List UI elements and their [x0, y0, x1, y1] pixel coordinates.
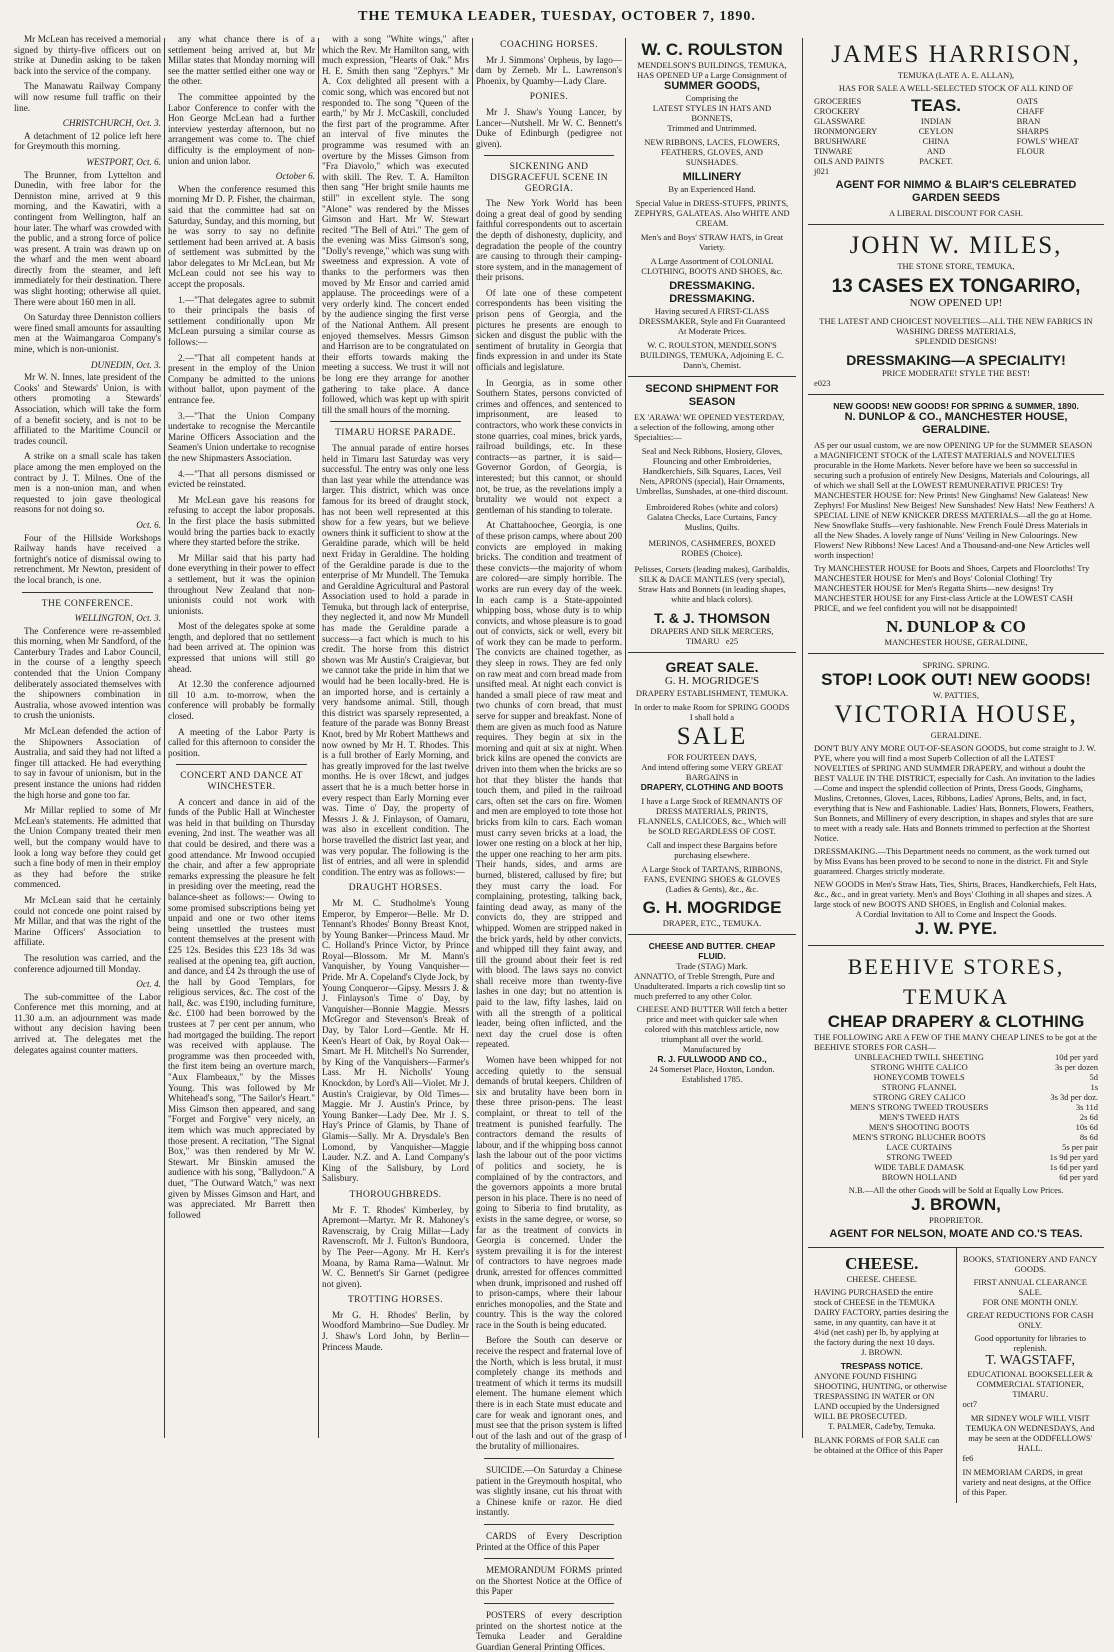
entries-list: Mr M. C. Studholme's Young Emperor, by Emperor—Belle. Mr D. Tennant's Rhodes' Bonny Breast Knot, by Young Banker—Princess Maud. Mr C. Holland's Prince Victor, by Prince Royal—Blossom. Mr M. Mann's Vanquisher, by Young Vanquisher—Pride. Mr A. Copeland's Clyde Jock, by Young Conqueror—Gipsy. Messrs J. & J. Finlayson's Time o' Day, by Vanquisher—Bonnie Maggie. Messrs McGregor and Stevenson's Break of Day, by Talor Lord—Gentle. Mr H. Keen's Heart of Oak, by Royal Oak—Smart. Mr H. Mitchell's No Surrender, by King of the Vanquishers—Farmer's Lass. Mr H. Nicholls' Young Knockdon, by Lord's All—Violet. Mr J. Austin's Craigievar, by Old Times—Maggie. Mr J. Austin's Prince, by Young Banker—Lady Dee. Mr J. S. Hay's Prince of Glamis, by Thane of Glamis—Sally. Mr A. Drysdale's Ben Lomond, by Vanquisher—Maggie Lauder. N.Z. and A. Land Company's King of the Sallsbury, by Lord Salisbury. [322, 897, 469, 1184]
ad-text: NEW RIBBONS, LACES, FLOWERS, FEATHERS, GLOVES, AND SUNSHADES. [644, 137, 780, 167]
news-paragraph: any what chance there is of a settlement being arrived at, but Mr Millar states that Monday morning will see the matter settled either one way or the other. [168, 34, 315, 87]
news-paragraph: 4.—"That all persons dismissed or evicted be reinstated. [168, 468, 315, 490]
ad-text: AS per our usual custom, we are now OPENING UP for the SUMMER SEASON a MAGNIFICENT STOCK of the LATEST MATERIALS and NOVELTIES procurable in the Home Markets. Never before have we been so successful in securing such a profusion of entirely New Designs, Materials and Colourings, all of which we shall Sell at the LOWEST REMUNERATIVE PRICES! Try MANCHESTER HOUSE for: New Prints! New Ginghams! New Galateas! New Zephyrs! For Muslins! New Beiges! New Sunshades! New Hats! New Feathers! A SPECIAL LINE of NEW KNICKER DRESS MATERIALS—all the go at Home. New Snowflake Stuffs—very fashionable. New French Foulé Dress Materials in all the New Shades. A lovely range of Nuns' Veiling in New Colourings. New Flowers! New Ribbons! New Laces! And a Thousand-and-one New Articles well worth inspection! [814, 440, 1095, 560]
price-item: MEN'S SHOOTING BOOTS [868, 1122, 970, 1132]
ad-text: HAS OPENED UP a Large Consignment of [637, 70, 787, 80]
ad-subtitle: MENDELSON'S BUILDINGS, TEMUKA, [637, 60, 787, 70]
dateline: October 6. [275, 171, 315, 182]
ad-text: SPRING. SPRING. [922, 660, 990, 670]
miles-ad [808, 225, 1104, 395]
goods-item: CROCKERY [814, 106, 860, 116]
ad-signature: T. PALMER, Cade'by, Temuka. [828, 1421, 936, 1431]
thomson-ad [628, 377, 796, 653]
news-paragraph: Mr Millar said that his party had done everything in their power to effect a settlement, but it was the opinion throughout New Zealand that non-unionists could not work with unionists. [168, 552, 315, 616]
ad-text: AGENT FOR NELSON, MOATE AND CO.'S TEAS. [829, 1228, 1083, 1240]
goods-item: SHARPS [1016, 126, 1049, 136]
price-value: 1s 6d per yard [1049, 1162, 1098, 1172]
divider [484, 155, 614, 156]
news-paragraph: 1.—"That delegates agree to submit to their principals the basis of settlement conditionally upon Mr McLean pursuing a similar course as follows:— [168, 294, 315, 348]
ad-text: Men's and Boys' STRAW HATS, in Great Variety. [640, 232, 784, 252]
mogridge-ad [628, 653, 796, 935]
ad-text: TEAS. [910, 96, 962, 115]
news-paragraph: Mr McLean said that he certainly could not concede one point raised by Mr Millar, and that was the right of the Marine Officers' Association to affiliate. [14, 894, 161, 948]
goods-item: BRUSHWARE [814, 136, 867, 146]
price-item: MEN'S STRONG TWEED TROUSERS [850, 1102, 989, 1112]
ad-signature: J. W. PYE. [914, 919, 998, 938]
cheese-ad [808, 1248, 957, 1503]
dateline: DUNEDIN, Oct. 3. [90, 359, 161, 370]
goods-item: CHINA [922, 136, 950, 146]
goods-item: FLOUR [1016, 146, 1045, 156]
ad-signature: T. & J. THOMSON [654, 610, 770, 626]
price-value: 2s 6d [1079, 1112, 1098, 1122]
column-rule [318, 38, 319, 1438]
ad-text: I have a Large Stock of REMNANTS OF DRESS MATERIALS, PRINTS, FLANNELS, CALICOES, &c., Which will be SOLD REGARDLESS OF COST. [637, 796, 787, 836]
news-paragraph: Mr McLean has received a memorial signed by thirty-five officers out on strike at Dunedin asking to be taken back into the service of the company. [14, 34, 161, 76]
ad-text: Having secured A FIRST-CLASS DRESSMAKER, Style and Fit Guaranteed At Moderate Prices. [638, 306, 786, 336]
ad-text: DRAPERS AND SILK MERCERS, [650, 626, 774, 636]
ad-text: AGENT FOR NIMMO & BLAIR'S CELEBRATED GARDEN SEEDS [835, 179, 1077, 204]
news-paragraph: Of late one of these competent correspondents has been visiting the prison pens of Georgia, and the pictures he presents are enough to sicken and disgust the public with the sentiment of brutality in Georgia that finds expression in and under its State officials and legislature. [476, 287, 622, 373]
ad-text: Embroidered Robes (white and colors) Galatea Checks, Lace Curtains, Fancy Muslins, Quilts. [646, 502, 778, 532]
ad-text: ANNATTO, of Treble Strength, Pure and Unadulterated. Imparts a rich cowslip tint so much preferred to any other Color. [634, 971, 786, 1001]
news-paragraph: SUICIDE.—On Saturday a Chinese patient in the Greymouth hospital, who was slightly insane, cut his throat with a Chinese knife or razor. He died instantly. [476, 1465, 622, 1518]
subheading: COACHING HORSES. [500, 40, 598, 50]
price-value: 5d [1089, 1072, 1098, 1082]
price-item: STRONG WHITE CALICO [870, 1062, 968, 1072]
price-value: 6d per yard [1059, 1172, 1098, 1182]
notice: POSTERS of every description printed on the shortest notice at the Temuka Leader and Geraldine Guardian General Printing Offices. [476, 1609, 622, 1652]
ad-code: oct7 [962, 1399, 978, 1409]
dunlop-ad [808, 395, 1104, 654]
goods-left [814, 96, 895, 166]
ad-text: NOW OPENED UP! [909, 297, 1003, 309]
roulston-ad [628, 34, 796, 377]
ad-text: DRESSMAKING. DRESSMAKING. [669, 280, 755, 305]
subheading: PONIES. [529, 92, 569, 103]
ad-title: STOP! LOOK OUT! NEW GOODS! [821, 670, 1091, 689]
ad-title: GREAT SALE. [665, 659, 759, 675]
bottom-ads [808, 1248, 1104, 1503]
ad-text: Trimmed and Untrimmed. [667, 123, 757, 133]
ad-text: FOR FOURTEEN DAYS, [667, 752, 757, 762]
ad-text: MR SIDNEY WOLF WILL VISIT TEMUKA ON WEDNESDAYS, And may be seen at the ODDFELLOWS' HALL. [966, 1413, 1095, 1453]
news-paragraph: At 12.30 the conference adjourned till 10 a.m. to-morrow, when the conference will probably be formally closed. [168, 679, 315, 722]
ad-subtitle: CHEAP DRAPERY & CLOTHING [827, 1012, 1085, 1031]
ad-text: Special Value in DRESS-STUFFS, PRINTS, ZEPHYRS, GALATEAS. Also WHITE AND CREAM. [634, 198, 790, 228]
ad-text: MANCHESTER HOUSE, GERALDINE, [884, 637, 1028, 647]
ad-text: DRESSMAKING.—This Department needs no comment, as the work turned out by Miss Evans has been proved to be second to none in the district. Fit and Style guaranteed. Charges strictly moderate. [814, 846, 1090, 876]
ad-text: DRESSMAKING—A SPECIALITY! [846, 352, 1066, 368]
ad-subtitle: N. DUNLOP & CO., MANCHESTER HOUSE, GERALDINE. [844, 411, 1068, 436]
ad-text: DRAPER, ETC., TEMUKA. [662, 918, 762, 928]
price-row [814, 1162, 1098, 1172]
ad-text: W. PATTIES, [933, 690, 979, 700]
divider [484, 1524, 614, 1525]
column-rule [802, 38, 803, 1438]
ad-text: A Large Assortment of COLONIAL CLOTHING, BOOTS AND SHOES, &c. [641, 256, 783, 276]
ad-subtitle: TEMUKA (LATE A. E. ALLAN), [897, 70, 1015, 80]
harrison-goods [814, 96, 1098, 166]
news-paragraph: On Saturday three Denniston colliers were fined small amounts for assaulting men at the Waimangaroa Company's mine, which is non-unionist. [14, 312, 161, 355]
ad-code: e25 [725, 636, 739, 646]
pye-ad [808, 654, 1104, 946]
news-paragraph: Mr W. N. Innes, late president of the Cooks' and Stewards' Union, is with others promoting a Stewards' Association, which will take the form of a benefit society, and is not to be affiliated to the Maritime Council or trades council. [14, 372, 161, 446]
ad-signature: J. BROWN, [911, 1195, 1001, 1214]
news-paragraph: Before the South can deserve or receive the respect and fraternal love of the North, which is less brutal, it must completely change its methods and treatment of which it terms its mudsill element. The humane element which there is in each State must educate and care for weak and ignorant ones, and must see that the prison system is lifted out of the lash and out of the grasp of the brutality of millionaires. [476, 1335, 622, 1452]
ad-text: PRICE MODERATE! STYLE THE BEST! [881, 368, 1031, 378]
entries-list: Mr F. T. Rhodes' Kimberley, by Apremont—Martyr. Mr R. Mahoney's Ravenscraig, by Craig Millar—Lady Ravenscroft. Mr J. Fulton's Bundoora, by The Peer—Agony. Mr H. Kerr's Moana, by Rama Rama—Walnut. Mr W. C. Bennett's Sir Garnet (pedigree not given). [322, 1204, 469, 1289]
ad-text: HAS FOR SALE A WELL-SELECTED STOCK OF ALL KIND OF [838, 83, 1074, 93]
goods-item: GLASSWARE [814, 116, 866, 126]
ad-text: In order to make Room for SPRING GOODS I shall hold a [634, 702, 790, 722]
price-value: 8s 6d [1079, 1132, 1098, 1142]
ad-title: W. C. ROULSTON [641, 40, 783, 59]
ad-text: EX 'ARAWA' WE OPENED YESTERDAY, a selection of the following, among other Specialties:— [634, 412, 785, 442]
goods-item: FOWLS' WHEAT [1016, 136, 1079, 146]
entries-list: Mr J. Simmons' Orpheus, by Iago—dam by Zerneb. Mr L. Lawrenson's Phoenix, by Quamby—Lady Clare. [476, 54, 622, 86]
news-paragraph: The Conference were re-assembled this morning, when Mr Sandford, of the Canterbury Trades and Labor Council, in the course of a lengthy speech contended that the Union Company deliberately associated themselves with the shipowners combination in Australia, whose avowed intention was to crush the unionists. [14, 625, 161, 721]
divider [484, 1603, 614, 1604]
price-value: 5s per pair [1062, 1142, 1098, 1152]
ad-text: DRAPERY, CLOTHING AND BOOTS [640, 782, 784, 792]
price-row [814, 1102, 1098, 1112]
news-paragraph: Mr McLean gave his reasons for refusing to accept the labor proposals. In the first place the basis submitted would bring the parties back to exactly where they started before the strike. [168, 494, 315, 548]
column-1 [14, 34, 161, 1434]
ad-signature: T. WAGSTAFF, [985, 1353, 1075, 1368]
subheading: TROTTING HORSES. [347, 1295, 444, 1306]
ad-code: fe6 [962, 1453, 974, 1463]
column-6-ads [808, 34, 1104, 1497]
subheading: THOROUGHBREDS. [349, 1189, 442, 1200]
ad-subtitle: THE STONE STORE, TEMUKA, [897, 261, 1015, 271]
ad-text: Call and inspect these Bargains before purchasing elsewhere. [646, 840, 778, 860]
ad-text: FOR ONE MONTH ONLY. [982, 1297, 1078, 1307]
teas-block [895, 96, 976, 166]
ad-signature: J. BROWN. [861, 1347, 903, 1357]
news-paragraph: A strike on a small scale has taken place among the men employed on the contract by J. T. Milnes. One of the men is a non-union man, and when requested to join gave theological reasons for not doing so. [14, 451, 161, 515]
ad-text: BLANK FORMS of FOR SALE can be obtained at the Office of this Paper [814, 1435, 943, 1455]
ad-signature: W. C. ROULSTON, MENDELSON'S BUILDINGS, TEMUKA, Adjoining E. C. Dann's, Chemist. [640, 340, 784, 370]
ad-text: A LIBERAL DISCOUNT FOR CASH. [889, 208, 1023, 218]
news-paragraph: Women have been whipped for not acceding quietly to the sensual demands of brutal keepers. Children of six and brutality have been born in these three prison-pens. The least complaint, or threat to tell of the treatment is punished fearfully. The contractors demand the results of labour, and if the whipping boss cannot lash the labour out of the poor victims of politics and society, he is complained of by the contractors, and the governors appoints a more brutal person in his place. There is no need of going to Siberia to find brutality, as exists in the same degree, or worse, so far as the treatment of convicts in Georgia is concerned. Under the system prevailing it is for the interest of contractors to have negroes made drunk, arrested for offences committed when drunk, imprisoned and rushed off to prison-camps, where their labour enriches monopolies, and the State and country. This is the way the colored race in the South is being educated. [476, 1055, 622, 1330]
price-value: 3s 3d per doz. [1050, 1092, 1098, 1102]
goods-item: OILS AND PAINTS [814, 156, 885, 166]
goods-item: INDIAN [920, 116, 952, 126]
entries-list: Mr G. H. Rhodes' Berlin, by Woodford Mambrino—Sue Dudley. Mr J. Shaw's Lord John, by Berlin—Princess Maude. [322, 1309, 469, 1352]
news-paragraph: Mr Millar replied to some of Mr McLean's statements. He admitted that the Union Company treated their men well, but the company would have to look a long way before they could get such a fine body of men in their employ as they had before the strike commenced. [14, 805, 161, 890]
goods-item: PACKET. [919, 156, 953, 166]
news-paragraph: The committee appointed by the Labor Conference to confer with the Hon George McLean had a further interview yesterday afternoon, but no arrangement was come to. The chief difficulty is the employment of non-union and union labor. [168, 91, 315, 166]
news-paragraph: A concert and dance in aid of the funds of the Public Hall at Winchester was held in that building on Thursday evening, 2nd inst. The weather was all that could be desired, and there was a good attendance. Mr Inwood occupied the chair, and after a few appropriate remarks expressing the pleasure he felt in presiding over the meeting, read the balance-sheet as follows:— Owing to some promised subscriptions being yet unpaid and one or two other items being unsettled the trustees must content themselves at the present with £25 12s. Besides this £23 18s 3d was realised at the opening tea, gift auction, and dance, and £4 2s through the use of the hall by Good Templars, for religious services, &c. The cost of the hall, &c. was £190, including furniture, &c. £100 had been borrowed by the trustees at 7 per cent per annum, who had mortgaged the building. The report was received with applause. The programme was then proceeded with, the first item being an overture march, "Aux Flambeaux," by the Misses Young. This was followed by Mr Whitehead's song, "The Sailor's Heart." Miss Gimson then appeared, and sang "Forget and Forgive" very nicely, an item which was much appreciated by those present. A recitation, "The Signal Box," was then rendered by Mr W. Stewart. Mr Binskin amused the audience with his song, "Ballydoon." A duet, "The Outward Watch," was next given by Misses Gimson and Hart, and was appreciated. Mr Barrett then followed [168, 796, 315, 1220]
news-paragraph: Most of the delegates spoke at some length, and deplored that no settlement had been arrived at. The opinion was expressed that unions will still go ahead. [168, 621, 315, 674]
ad-text: PROPRIETOR. [929, 1215, 983, 1225]
ad-subtitle: VICTORIA HOUSE, [834, 701, 1078, 728]
news-paragraph: with a song "White wings," after which the Rev. Mr Hamilton sang, with much expression, "Hearts of Oak." Mrs H. E. Smith then sang "Zephyrs." Mr A. Cox delighted all present with a comic song, which was encored but not responded to. The song "Queen of the earth," by Mr J. McCaskill, concluded the first part of the programme. After an interval of five minutes the programme was resumed with an overture by the Misses Gimson from "Fra Diavolo," which was executed with skill. The Rev. T. A. Hamilton then sang "Her bright smile haunts me still" in excellent style. The song "Alone" was rendered by the Misses Gimson and Hart. Mr W. Stewart recited "The Bell of Atri." The gem of the evening was Miss Gimson's song, "Dolly's revenge," which was sung with sweetness and expression. A vote of thanks to the performers was then moved by Mr Ensor and carried amid applause. The proceedings were of a very orderly kind. The concert ended by the audience singing the first verse of the National Anthem. All present enjoyed themselves. Messrs Gimson and Harrison are to be congratulated on their efforts towards making the meeting a success. We trust it will not be long ere they arrange for another gathering to take place. A dance followed, which was kept up with spirit till the small hours of the morning. [322, 34, 469, 415]
price-item: BROWN HOLLAND [881, 1172, 957, 1182]
column-rule [164, 38, 165, 1438]
news-paragraph: The Manawatu Railway Company will now resume full traffic on their line. [14, 81, 161, 113]
news-paragraph: The annual parade of entire horses held in Timaru last Saturday was very successful. The entry was only one less than last year while the attendance was larger. This district, which was once famous for its breed of draught stock, has not been well represented at this show for a few years, but we believe owners think it sufficient to show at the Geraldine parade, which will be held next Friday in Geraldine. The holding of the Geraldine parade is due to the enterprise of Mr Mundell. The Temuka and Geraldine Agricultural and Pastoral Association used to hold a parade in Temuka, but through lack of enterprise, they neglected it, and now Mr Mundell has made the Geraldine parade a success—a fact which is much to his credit. The horse from this district shown was Mr Austin's Craigievar, but we cannot take the pride in him that we would had he been locally-bred. He is an imported horse, and is certainly a very handsome animal. Still, though this district was sparsely represented, a feature of the parade was Bonny Breast Knot, bred by Mr Robert Matthews and now owned by Mr H. T. Rhodes. This is a full brother of Early Morning, and has greatly improved for the last twelve months. He is over 18cwt, and judges assert that he is a much better horse in every respect than Early Morning ever was. Time o' Day, the property of Messrs J. & J. Finlayson, of Oamaru, was also in excellent condition. The horse travelled the district last year, and was very popular. The following is the list of entries, and all were in splendid condition. The entry was as follows:— [322, 442, 469, 877]
beehive-ad [808, 946, 1104, 1248]
ad-text: LATEST STYLES IN HATS AND BONNETS, [652, 103, 772, 123]
ad-text: A Cordial Invitation to All to Come and Inspect the Goods. [855, 909, 1057, 919]
price-row [814, 1062, 1098, 1072]
dateline: WELLINGTON, Oct. 3. [74, 613, 161, 624]
goods-item: CEYLON [918, 126, 954, 136]
goods-item: TINWARE [814, 146, 853, 156]
ad-text: Trade (STAG) Mark. [676, 961, 748, 971]
column-2 [168, 34, 315, 1434]
price-row [814, 1172, 1098, 1182]
divider [484, 1558, 614, 1559]
price-item: HONEYCOMB TOWELS [873, 1072, 965, 1082]
price-value: 3s per dozen [1055, 1062, 1098, 1072]
ad-text: A Large Stock of TARTANS, RIBBONS, FANS, EVENING SHOES & GLOVES (Ladies & Gents), &c., &c. [641, 864, 783, 894]
price-row [814, 1152, 1098, 1162]
dateline: CHRISTCHURCH, Oct. 3. [62, 118, 161, 129]
section-heading: CONCERT AND DANCE AT WINCHESTER. [180, 771, 303, 792]
ad-text: ANYONE FOUND FISHING SHOOTING, HUNTING, or otherwise TRESPASSING IN WATER or ON LAND occupied by the Undersigned WILL BE PROSECUTED. [814, 1371, 947, 1421]
news-paragraph: The Brunner, from Lyttelton and Dunedin, with free labor for the Denniston mine, arrived at 9 this morning, and the Kawatiri, with a contingent from Wellington, half an hour later. The wharf was crowded with the public, and a strong force of police was present. A train was drawn up on the wharf and the men went aboard directly from the steamer, and left immediately for their destination. There was slight hooting; otherwise all quiet. There were about 160 men in all. [14, 169, 161, 307]
ad-text: THE FOLLOWING ARE A FEW OF THE MANY CHEAP LINES to be got at the BEEHIVE STORES FOR CASH— [814, 1032, 1097, 1052]
goods-item: AND [926, 146, 946, 156]
ad-code: e023 [814, 378, 831, 388]
ad-text: And intend offering some VERY GREAT BARGAINS in [641, 762, 783, 782]
ad-subtitle: G. H. MOGRIDGE'S [664, 675, 760, 687]
ad-text: IN MEMORIAM CARDS, in great variety and neat designs, at the Office of this Paper. [962, 1467, 1091, 1497]
ad-text: Good opportunity for libraries to replenish. [974, 1333, 1086, 1353]
divider [330, 421, 461, 422]
price-row [814, 1092, 1098, 1102]
ad-text [634, 636, 790, 646]
ad-text: MERINOS, CASHMERES, BOXED ROBES (Choice). [648, 538, 776, 558]
column-rule [625, 38, 626, 1438]
ad-text: NEW GOODS in Men's Straw Hats, Ties, Shirts, Braces, Handkerchiefs, Felt Hats, &c., &c., and in great variety. Men's and Boys' Clothing in all shapes and sizes. A large stock of new BOOTS AND SHOES, in English and Colonial makes. [814, 879, 1097, 909]
ad-title: CHEESE AND BUTTER. CHEAP FLUID. [648, 941, 776, 961]
ad-title: JAMES HARRISON, [831, 41, 1081, 68]
ad-text: 13 CASES EX TONGARIRO, [831, 276, 1081, 297]
goods-item: CHAFF [1016, 106, 1045, 116]
news-paragraph: Four of the Hillside Workshops Railway hands have received a fortnight's notice of dismissal owing to retrenchment. Mr Newton, president of the local branch, is one. [14, 532, 161, 585]
dateline: Oct. 4. [136, 979, 161, 990]
column-rule [472, 38, 473, 1438]
ad-signature: N. DUNLOP & CO [886, 617, 1026, 636]
news-paragraph: A meeting of the Labor Party is called for this afternoon to consider the position. [168, 726, 315, 758]
ad-text: SPLENDID DESIGNS! [915, 336, 997, 346]
ad-title: TRESPASS NOTICE. [840, 1361, 923, 1371]
goods-item: IRONMONGERY [814, 126, 878, 136]
ad-text: GREAT REDUCTIONS FOR CASH ONLY. [966, 1310, 1094, 1330]
ad-text: Pelisses, Corsets (leading makes), Garibaldis, SILK & DACE MANTLES (very special), Straw Hats and Bonnets (in leading shapes, white and black colors). [634, 564, 790, 604]
goods-item: BRAN [1016, 116, 1041, 126]
price-list [814, 1052, 1098, 1182]
ad-text: FIRST ANNUAL CLEARANCE SALE. [973, 1277, 1087, 1297]
column-4 [476, 34, 622, 1652]
ad-text: Seal and Neck Ribbons, Hosiery, Gloves, Flouncing and other Embroideries, Handkerchiefs, Silk Squares, Laces, Veil Nets, APRONS (special), Hair Ornaments, Umbrellas, Sunshades, at one-third discount. [635, 446, 789, 496]
news-paragraph: Mr McLean defended the action of the Shipowners Association of Australia, and said they had not lifted a finger till attacked. He had everything to say in favour of unionism, but in the present instance the unions had ridden the high horse and gone too far. [14, 726, 161, 800]
ad-text: Try MANCHESTER HOUSE for Boots and Shoes, Carpets and Floorcloths! Try MANCHESTER HOUSE for Men's and Boys' Colonial Clothing! Try MANCHESTER HOUSE for Men's Regatta Shirts—new designs! Try MANCHESTER HOUSE for any First-class Article at the LOWEST CASH PRICE, and we feel confident you will not be disappointed! [814, 563, 1090, 613]
ad-text: THE LATEST AND CHOICEST NOVELTIES—ALL THE NEW FABRICS IN WASHING DRESS MATERIALS, [819, 316, 1093, 336]
price-item: STRONG FLANNEL [881, 1082, 957, 1092]
price-row [814, 1142, 1098, 1152]
harrison-ad [808, 34, 1104, 225]
column-5-ads [628, 34, 796, 1434]
masthead: THE TEMUKA LEADER, TUESDAY, OCTOBER 7, 1890. [358, 9, 756, 24]
ad-title: JOHN W. MILES, [849, 232, 1063, 259]
ad-text: SALE [676, 723, 748, 750]
ad-text: By an Experienced Hand. [668, 184, 756, 194]
ad-title: SECOND SHIPMENT FOR SEASON [645, 383, 779, 408]
section-heading: TIMARU HORSE PARADE. [335, 428, 456, 439]
news-paragraph: The resolution was carried, and the conference adjourned till Monday. [14, 952, 161, 974]
ad-signature: R. J. FULLWOOD AND CO., [657, 1054, 767, 1064]
price-value: 1s 9d per yard [1049, 1152, 1098, 1162]
ad-text: 24 Somerset Place, Hoxton, London. Established 1785. [649, 1064, 775, 1084]
annatto-ad [628, 935, 796, 1090]
price-row [814, 1052, 1098, 1062]
price-item: UNBLEACHED TWILL SHEETING [854, 1052, 984, 1062]
ad-signature: G. H. MOGRIDGE [642, 898, 782, 917]
price-row [814, 1122, 1098, 1132]
price-item: LACE CURTAINS [886, 1142, 953, 1152]
ad-text: EDUCATIONAL BOOKSELLER & COMMERCIAL STATIONER, TIMARU. [967, 1369, 1094, 1399]
ad-text: HAVING PURCHASED the entire stock of CHEESE in the TEMUKA DAIRY FACTORY, parties desiring the same, in any quantity, can have it at 4½d (net cash) per lb, by applying at the factory during the next 10 days. [814, 1287, 949, 1347]
price-item: MEN'S TWEED HATS [879, 1112, 960, 1122]
price-row [814, 1072, 1098, 1082]
ad-title: NEW GOODS! NEW GOODS! FOR SPRING & SUMMER, 1890. [833, 401, 1079, 411]
ad-town: TIMARU [685, 636, 720, 646]
ad-text: DRAPERY ESTABLISHMENT, TEMUKA. [635, 688, 789, 698]
price-value: 10d per yard [1055, 1052, 1098, 1062]
news-paragraph: The New York World has been doing a great deal of good by sending faithful correspondents out to ascertain the depth of dishonesty, duplicity, and degradation the people of the country are causing to through their camping-store system, and in the management of their prisons. [476, 198, 622, 283]
ad-title: CHEESE. [845, 1254, 919, 1273]
news-paragraph: 3.—"That the Union Company undertake to recognise the Mercantile Marine Officers Association and the Seamen's Union undertake to recognise the new Shipmasters Association. [168, 410, 315, 463]
price-row [814, 1112, 1098, 1122]
ad-text: Manufactured by [682, 1044, 742, 1054]
notice: MEMORANDUM FORMS printed on the Shortest Notice at the Office of this Paper [476, 1565, 622, 1597]
ad-title: BOOKS, STATIONERY AND FANCY GOODS. [963, 1254, 1098, 1274]
price-item: MEN'S STRONG BLUCHER BOOTS [852, 1132, 986, 1142]
price-item: STRONG TWEED [886, 1152, 953, 1162]
column-3 [322, 34, 469, 1434]
news-paragraph: When the conference resumed this morning Mr D. P. Fisher, the chairman, said that the committee had sat on Saturday, Sunday, and this morning, but he was sorry to say no definite settlement had been arrived at. A basis of settlement was submitted by the labor delegates to Mr McLean, but Mr McLean could not see his way to accept the proposals. [168, 183, 315, 290]
subheading: DRAUGHT HORSES. [348, 883, 443, 894]
price-item: WIDE TABLE DAMASK [874, 1162, 965, 1172]
news-paragraph: A detachment of 12 police left here for Greymouth this morning. [14, 130, 161, 152]
ad-text: CHEESE AND BUTTER Will fetch a better price and meet with quicker sale when colored with this matchless article, now triumphant all over the world. [636, 1004, 788, 1044]
divider [176, 764, 307, 765]
goods-right [977, 96, 1098, 166]
ad-subtitle: CHEESE. CHEESE. [846, 1274, 918, 1284]
divider [484, 1458, 614, 1459]
price-value: 1s [1090, 1082, 1098, 1092]
ad-text: Comprising the [685, 93, 739, 103]
news-paragraph: 2.—"That all competent hands at present in the employ of the Union Company be admitted to the unions without ballot, upon payment of the entrance fee. [168, 352, 315, 405]
ad-text: GERALDINE. [930, 730, 982, 740]
news-paragraph: In Georgia, as in some other Southern States, persons convicted of crimes and offences, and sentenced to imprisonment, are leased to contractors, who work these convicts in stone quarries, coal mines, brick yards, railroad buildings, etc. In these contracts—as partner, it is said—Governor Gordon, of Georgia, is interested; but this cannot, or should not, be true, as the revelations imply a brutality we would not expect a gentleman of his standing to tolerate. [476, 377, 622, 515]
goods-item: GROCERIES [814, 96, 862, 106]
dateline: Oct. 6. [136, 519, 161, 530]
section-heading: THE CONFERENCE. [41, 598, 134, 609]
section-heading: SICKENING AND DISGRACEFUL SCENE IN GEORGIA. [490, 162, 608, 194]
ad-title: BEEHIVE STORES, TEMUKA [847, 954, 1065, 1009]
goods-item: OATS [1016, 96, 1038, 106]
news-paragraph: The sub-committee of the Labor Conference met this morning, and at 11.30 a.m. an adjournment was made without any decision having been arrived at. The delegates met the delegates against counter matters. [14, 991, 161, 1055]
price-row [814, 1132, 1098, 1142]
price-value: 10s 6d [1075, 1122, 1098, 1132]
entries-list: Mr J. Shaw's Young Lancer, by Lancer—Nutshell. Mr W. C. Bennett's Duke of Edinburgh (pedigree not given). [476, 106, 622, 149]
price-value: 3s 11d [1075, 1102, 1098, 1112]
ad-code: j021 [814, 166, 830, 176]
ad-text: DON'T BUY ANY MORE OUT-OF-SEASON GOODS, but come straight to J. W. PYE, where you will find a most Superb Collection of all the LATEST NOVELTIES of SPRING AND SUMMER DRAPERY, and without a doubt the BEST VALUE IN THE DISTRICT, especially for Cash. An invitation to the ladies—Come and inspect the splendid collection of Prints, Dress Goods, Ginghams, Muslins, Cretonnes, Gloves, Laces, Ribbons, Ladies' Aprons, Belts, and, in fact, everything that is New and Fashionable. Ladies' Hats, Bonnets, Flowers, Feathers, Sun Bonnets, and Millinery of every description, in shapes and styles that are sure to meet with a ready sale. Hats and Bonnets trimmed to perfection at the Shortest Notice. [814, 743, 1096, 843]
notice: CARDS of Every Description Printed at the Office of this Paper [476, 1530, 622, 1552]
divider [22, 592, 153, 593]
ad-text: MILLINERY [682, 171, 742, 183]
ad-text: N.B.—All the other Goods will be Sold at Equally Low Prices. [848, 1185, 1064, 1195]
dateline: WESTPORT, Oct. 6. [86, 156, 161, 167]
price-item: STRONG GREY CALICO [872, 1092, 966, 1102]
books-ad [957, 1248, 1105, 1503]
news-paragraph: At Chattahoochee, Georgia, is one of these prison camps, where about 200 convicts are employed in making bricks. The condition and treatment of these convicts—the majority of whom are colored—are simply horrible. The works are run every day of the week. In each camp is a State-appointed whipping boss, whose duty is to whip convicts, and whose pleasure is to goad out of convicts, sick or well, every bit of work they can be made to perform. The convicts are chained together, as they sleep in rows. They are fed only on raw meat and corn bread made from unsifted meal. At night each convict is handed a small piece of raw meat and two chunks of corn bread, that must serve for supper and breakfast. None of them are given as much food as Nature requires. They begin at six in the morning and quit at six at night. When brick kilns are opened the convicts are driven into them when the bricks are so hot that they blister the hands that touch them, and piled in the railroad cars, often set the cars on fire. Women and men are employed to tote those hot bricks from kiln to cars. Each woman must carry seven bricks at a load, the lower one resting on a block at her hip, the upper one reaching to her arm pits. Their hands, sides, and arms are burned, blistered, callused by fire; but they must carry the load. For complaining, protesting, talking back, fainting dead away, as many of the convicts do, they are stripped and whipped. Women are stripped naked in the brick yards, held by other convicts, and whipped till they faint away, and till the ground about their feet is red with blood. The laws says no convict shall receive more than twenty-five lashes in one day; but no attention is paid to the law, fifty lashes, laid on with all the strength of a political leader, being often inflicted, and the next day the cruel dose is often repeated. [476, 520, 622, 1050]
ad-text: SUMMER GOODS, [664, 80, 760, 92]
price-row [814, 1082, 1098, 1092]
